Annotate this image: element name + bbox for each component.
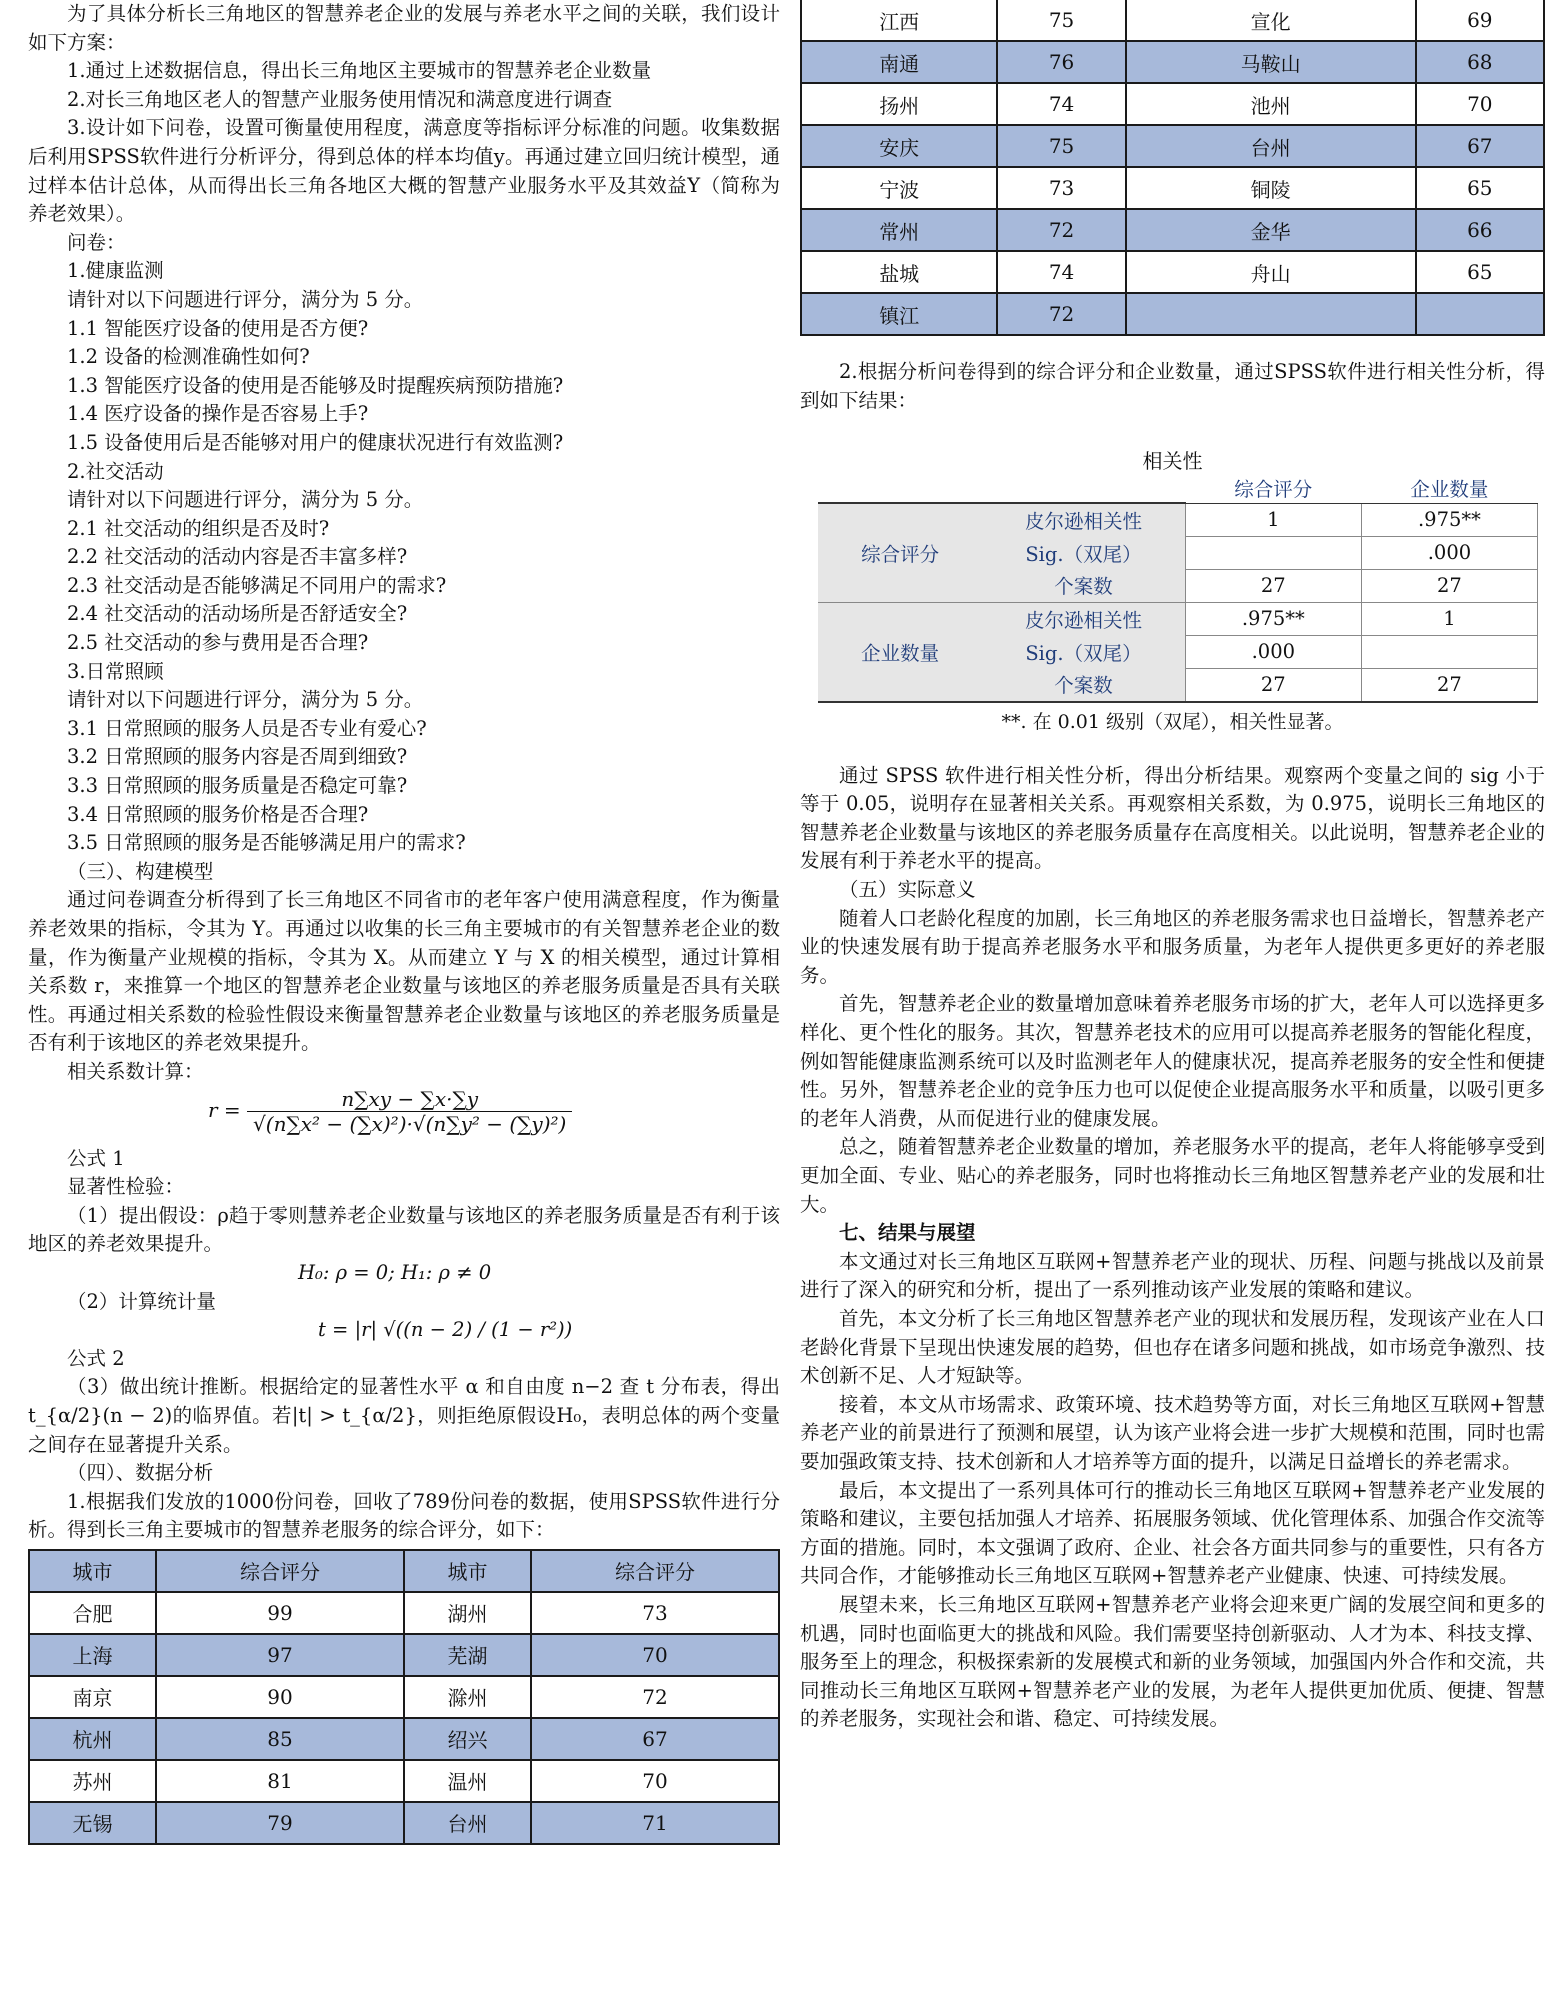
table-cell: 65 xyxy=(1416,251,1544,293)
table-cell: 68 xyxy=(1416,41,1544,83)
table-cell: 66 xyxy=(1416,209,1544,251)
hypothesis-formula: H₀: ρ = 0; H₁: ρ ≠ 0 xyxy=(298,1260,492,1284)
section-3-title: 3.日常照顾 xyxy=(67,659,164,683)
table-cell: 绍兴 xyxy=(404,1718,531,1760)
corr-row-label: 个案数 xyxy=(982,668,1185,702)
corr-table-title: 相关性 xyxy=(1142,449,1203,474)
meaning-paragraph: 随着人口老龄化程度的加剧，长三角地区的养老服务需求也日益增长，智慧养老产业的快速发展有助于提高养老服务水平和服务质量，为老年人提供更多更好的养老服务。 xyxy=(800,906,1545,987)
table-cell: 69 xyxy=(1416,0,1544,41)
question-item: 3.1 日常照顾的服务人员是否专业有爱心? xyxy=(67,716,427,740)
table-cell: 75 xyxy=(997,125,1125,167)
model-heading: （三）、构建模型 xyxy=(67,859,214,883)
table-row xyxy=(801,0,1544,41)
question-item: 2.4 社交活动的活动场所是否舒适安全? xyxy=(67,602,408,626)
formula-2-label: 公式 2 xyxy=(67,1346,125,1370)
table-cell: 滁州 xyxy=(404,1676,531,1718)
table-cell: 金华 xyxy=(1126,209,1416,251)
table-row xyxy=(801,293,1544,335)
formula-1 xyxy=(28,1087,780,1145)
table-row xyxy=(29,1592,779,1634)
table-cell: 74 xyxy=(997,251,1125,293)
table-cell: 池州 xyxy=(1126,83,1416,125)
question-item: 1.1 智能医疗设备的使用是否方便? xyxy=(67,316,369,340)
left-column xyxy=(28,0,780,1845)
formula-2: t = |r| √((n − 2) / (1 − r²)) xyxy=(318,1318,573,1342)
table-cell: 扬州 xyxy=(801,83,997,125)
corr-value: 27 xyxy=(1185,668,1361,702)
table-cell: 上海 xyxy=(29,1634,156,1676)
correlation-table xyxy=(818,474,1538,703)
corr-row-label: 个案数 xyxy=(982,569,1185,602)
table-cell: 江西 xyxy=(801,0,997,41)
corr-value xyxy=(1185,536,1361,569)
table-row xyxy=(801,41,1544,83)
corr-value: .000 xyxy=(1361,536,1537,569)
table-cell: 宁波 xyxy=(801,167,997,209)
question-item: 1.5 设备使用后是否能够对用户的健康状况进行有效监测? xyxy=(67,430,564,454)
section-2-title: 2.社交活动 xyxy=(67,459,164,483)
table-cell: 99 xyxy=(156,1592,404,1634)
question-item: 2.1 社交活动的组织是否及时? xyxy=(67,516,330,540)
table-cell: 马鞍山 xyxy=(1126,41,1416,83)
conclusion-paragraph: 首先，本文分析了长三角地区智慧养老产业的现状和发展历程，发现该产业在人口老龄化背景下呈现出快速发展的趋势，但也存在诸多问题和挑战，如市场竞争激烈、技术创新不足、人才短缺等。 xyxy=(800,1306,1545,1388)
table-cell: 79 xyxy=(156,1802,404,1844)
table-cell: 舟山 xyxy=(1126,251,1416,293)
corr-header-row xyxy=(818,474,1538,503)
corr-value: .975** xyxy=(1185,602,1361,635)
table-cell: 温州 xyxy=(404,1760,531,1802)
header-cell: 综合评分 xyxy=(531,1550,779,1592)
table-row xyxy=(29,1760,779,1802)
corr-value: .000 xyxy=(1185,635,1361,668)
table-row xyxy=(818,503,1538,536)
corr-row-label: 皮尔逊相关性 xyxy=(982,503,1185,536)
table-cell: 85 xyxy=(156,1718,404,1760)
table-cell: 镇江 xyxy=(801,293,997,335)
corr-col-header: 企业数量 xyxy=(1361,474,1537,503)
conclusion-paragraph: 接着，本文从市场需求、政策环境、技术趋势等方面，对长三角地区互联网+智慧养老产业的前景进行了预测和展望，认为该产业将会进一步扩大规模和范围，同时也需要加强政策支持、技术创新和人才培养等方面的提升，以满足日益增长的养老需求。 xyxy=(800,1392,1545,1473)
table-cell: 72 xyxy=(997,209,1125,251)
table-cell xyxy=(1126,293,1416,335)
conclusion-paragraph: 展望未来，长三角地区互联网+智慧养老产业将会迎来更广阔的发展空间和更多的机遇，同时也面临更大的挑战和风险。我们需要坚持创新驱动、人才为本、科技支撑、服务至上的理念，积极探索新的发展模式和新的业务领域，加强国内外合作和交流，共同推动长三角地区互联网+智慧养老产业的发展，为老年人提供更加优质、便捷、智慧的养老服务，实现社会和谐、稳定、可持续发展。 xyxy=(800,1592,1545,1731)
corr-value: 1 xyxy=(1185,503,1361,536)
corr-calc-label: 相关系数计算： xyxy=(67,1059,204,1083)
table-cell: 安庆 xyxy=(801,125,997,167)
table-cell: 湖州 xyxy=(404,1592,531,1634)
table-cell: 铜陵 xyxy=(1126,167,1416,209)
section-1-title: 1.健康监测 xyxy=(67,259,164,283)
corr-row-label: Sig.（双尾） xyxy=(982,536,1185,569)
meaning-heading: （五）实际意义 xyxy=(839,878,976,902)
analysis-paragraph: 1.根据我们发放的1000份问卷，回收了789份问卷的数据，使用SPSS软件进行分析。得到长三角主要城市的智慧养老服务的综合评分，如下： xyxy=(28,1489,780,1542)
conclusion-paragraph: 本文通过对长三角地区互联网+智慧养老产业的现状、历程、问题与挑战以及前景进行了深入的研究和分析，提出了一系列推动该产业发展的策略和建议。 xyxy=(800,1249,1545,1302)
table-cell: 65 xyxy=(1416,167,1544,209)
step-3-inference: （3）做出统计推断。根据给定的显著性水平 α 和自由度 n−2 查 t 分布表，得出t_{α/2}(n − 2)的临界值。若|t| > t_{α/2}，则拒绝原假设H₀，表明总体的两个变量之间存在显著提升关系。 xyxy=(28,1375,780,1456)
table-cell: 70 xyxy=(531,1634,779,1676)
formula-1-numerator: n∑xy − ∑x·∑y xyxy=(247,1087,572,1112)
table-row xyxy=(29,1802,779,1844)
table-cell: 无锡 xyxy=(29,1802,156,1844)
table-cell: 73 xyxy=(997,167,1125,209)
table-row xyxy=(801,83,1544,125)
table-cell: 芜湖 xyxy=(404,1634,531,1676)
table-cell: 南通 xyxy=(801,41,997,83)
table-cell: 72 xyxy=(997,293,1125,335)
table-cell: 67 xyxy=(531,1718,779,1760)
question-item: 1.4 医疗设备的操作是否容易上手? xyxy=(67,402,369,426)
table-cell: 台州 xyxy=(404,1802,531,1844)
intro-paragraph: 为了具体分析长三角地区的智慧养老企业的发展与养老水平之间的关联，我们设计如下方案： xyxy=(28,2,780,54)
intro-step-2: 2.对长三角地区老人的智慧产业服务使用情况和满意度进行调查 xyxy=(67,87,613,111)
formula-1-lhs: r = xyxy=(208,1097,241,1122)
table-cell: 74 xyxy=(997,83,1125,125)
table-row xyxy=(801,209,1544,251)
header-cell: 综合评分 xyxy=(156,1550,404,1592)
spss-paragraph: 2.根据分析问卷得到的综合评分和企业数量，通过SPSS软件进行相关性分析，得到如下结果： xyxy=(800,360,1545,412)
conclusion-heading: 七、结果与展望 xyxy=(839,1221,976,1245)
intro-step-3: 3.设计如下问卷，设置可衡量使用程度，满意度等指标评分标准的问题。收集数据后利用SPSS软件进行分析评分，得到总体的样本均值y。再通过建立回归统计模型，通过样本估计总体，从而得出长三角各地区大概的智慧产业服务水平及其效益Y（简称为养老效果）。 xyxy=(28,116,780,226)
table-row xyxy=(801,251,1544,293)
table-cell: 宣化 xyxy=(1126,0,1416,41)
table-cell: 90 xyxy=(156,1676,404,1718)
table-cell: 76 xyxy=(997,41,1125,83)
table-cell: 盐城 xyxy=(801,251,997,293)
header-cell: 城市 xyxy=(29,1550,156,1592)
result-paragraph: 通过 SPSS 软件进行相关性分析，得出分析结果。观察两个变量之间的 sig 小于等于 0.05，说明存在显著相关关系。再观察相关系数，为 0.975，说明长三角地区的智慧养老企业数量与该地区的养老服务质量存在高度相关。以此说明，智慧养老企业的发展有利于养老水平的提高。 xyxy=(800,763,1545,873)
corr-value: 27 xyxy=(1361,668,1537,702)
question-item: 3.4 日常照顾的服务价格是否合理? xyxy=(67,802,369,826)
table-cell: 75 xyxy=(997,0,1125,41)
table-cell: 苏州 xyxy=(29,1760,156,1802)
score-table xyxy=(28,1549,780,1845)
question-item: 1.2 设备的检测准确性如何? xyxy=(67,345,310,369)
corr-value xyxy=(1361,635,1537,668)
section-3-instruction: 请针对以下问题进行评分，满分为 5 分。 xyxy=(67,688,424,712)
table-row xyxy=(801,125,1544,167)
step-2-statistic: （2）计算统计量 xyxy=(67,1289,216,1313)
corr-value: 27 xyxy=(1361,569,1537,602)
corr-value: 27 xyxy=(1185,569,1361,602)
table-cell: 合肥 xyxy=(29,1592,156,1634)
corr-row-label: 皮尔逊相关性 xyxy=(982,602,1185,635)
questionnaire-title: 问卷： xyxy=(67,230,126,254)
conclusion-paragraph: 最后，本文提出了一系列具体可行的推动长三角地区互联网+智慧养老产业发展的策略和建议，主要包括加强人才培养、拓展服务领域、优化管理体系、加强合作交流等方面的措施。同时，本文强调了政府、企业、社会各方面共同参与的重要性，只有各方共同合作，才能够推动长三角地区互联网+智慧养老产业健康、快速、可持续发展。 xyxy=(800,1478,1545,1588)
section-2-instruction: 请针对以下问题进行评分，满分为 5 分。 xyxy=(67,488,424,512)
table-cell: 杭州 xyxy=(29,1718,156,1760)
table-row xyxy=(29,1676,779,1718)
meaning-paragraph: 总之，随着智慧养老企业数量的增加，养老服务水平的提高，老年人将能够享受到更加全面、专业、贴心的养老服务，同时也将推动长三角地区智慧养老产业的发展和壮大。 xyxy=(800,1135,1545,1216)
table-cell xyxy=(1416,293,1544,335)
table-cell: 97 xyxy=(156,1634,404,1676)
table-cell: 72 xyxy=(531,1676,779,1718)
right-column xyxy=(800,0,1545,1734)
table-cell: 67 xyxy=(1416,125,1544,167)
question-item: 3.2 日常照顾的服务内容是否周到细致? xyxy=(67,745,408,769)
question-item: 2.3 社交活动是否能够满足不同用户的需求? xyxy=(67,573,447,597)
section-1-instruction: 请针对以下问题进行评分，满分为 5 分。 xyxy=(67,287,424,311)
formula-1-label: 公式 1 xyxy=(67,1146,125,1170)
table-cell: 70 xyxy=(531,1760,779,1802)
corr-row-label: Sig.（双尾） xyxy=(982,635,1185,668)
table-cell: 81 xyxy=(156,1760,404,1802)
header-cell: 城市 xyxy=(404,1550,531,1592)
question-item: 3.3 日常照顾的服务质量是否稳定可靠? xyxy=(67,774,408,798)
table-row xyxy=(818,602,1538,635)
question-item: 2.2 社交活动的活动内容是否丰富多样? xyxy=(67,545,408,569)
table-row xyxy=(29,1718,779,1760)
table-cell: 73 xyxy=(531,1592,779,1634)
table-cell: 71 xyxy=(531,1802,779,1844)
question-item: 2.5 社交活动的参与费用是否合理? xyxy=(67,631,369,655)
corr-col-header: 综合评分 xyxy=(1185,474,1361,503)
step-1-hypothesis: （1）提出假设：ρ趋于零则慧养老企业数量与该地区的养老服务质量是否有利于该地区的养老效果提升。 xyxy=(28,1203,780,1256)
table-row xyxy=(29,1634,779,1676)
table-row xyxy=(801,167,1544,209)
table-cell: 70 xyxy=(1416,83,1544,125)
corr-group-label: 综合评分 xyxy=(818,503,982,602)
formula-1-denominator: √(n∑x² − (∑x)²)·√(n∑y² − (∑y)²) xyxy=(253,1111,567,1136)
intro-step-1: 1.通过上述数据信息，得出长三角地区主要城市的智慧养老企业数量 xyxy=(67,59,652,83)
significance-label: 显著性检验： xyxy=(67,1175,185,1199)
question-item: 1.3 智能医疗设备的使用是否能够及时提醒疾病预防措施? xyxy=(67,373,564,397)
model-paragraph: 通过问卷调查分析得到了长三角地区不同省市的老年客户使用满意程度，作为衡量养老效果的指标，令其为 Y。再通过以收集的长三角主要城市的有关智慧养老企业的数量，作为衡量产业规模的指标，令其为 X。从而建立 Y 与 X 的相关模型，通过计算相关系数 r，来推算一个地区的智慧养老企业数量与该地区的养老服务质量是否具有关联性。再通过相关系数的检验性假设来衡量智慧养老企业数量与该地区的养老服务质量是否有利于该地区的养老效果提升。 xyxy=(28,888,780,1055)
table-cell: 常州 xyxy=(801,209,997,251)
analysis-heading: （四）、数据分析 xyxy=(67,1461,214,1485)
table-cell: 南京 xyxy=(29,1676,156,1718)
score-table-continued xyxy=(800,0,1545,336)
corr-table-note: **. 在 0.01 级别（双尾），相关性显著。 xyxy=(1001,710,1344,733)
question-item: 3.5 日常照顾的服务是否能够满足用户的需求? xyxy=(67,831,466,855)
corr-group-label: 企业数量 xyxy=(818,602,982,702)
corr-value: .975** xyxy=(1361,503,1537,536)
table-cell: 台州 xyxy=(1126,125,1416,167)
meaning-paragraph: 首先，智慧养老企业的数量增加意味着养老服务市场的扩大，老年人可以选择更多样化、更个性化的服务。其次，智慧养老技术的应用可以提高养老服务的智能化程度，例如智能健康监测系统可以及时监测老年人的健康状况，提高养老服务的安全性和便捷性。另外，智慧养老企业的竞争压力也可以促使企业提高服务水平和质量，以吸引更多的老年人消费，从而促进行业的健康发展。 xyxy=(800,992,1545,1130)
score-table-header xyxy=(29,1550,779,1592)
corr-value: 1 xyxy=(1361,602,1537,635)
